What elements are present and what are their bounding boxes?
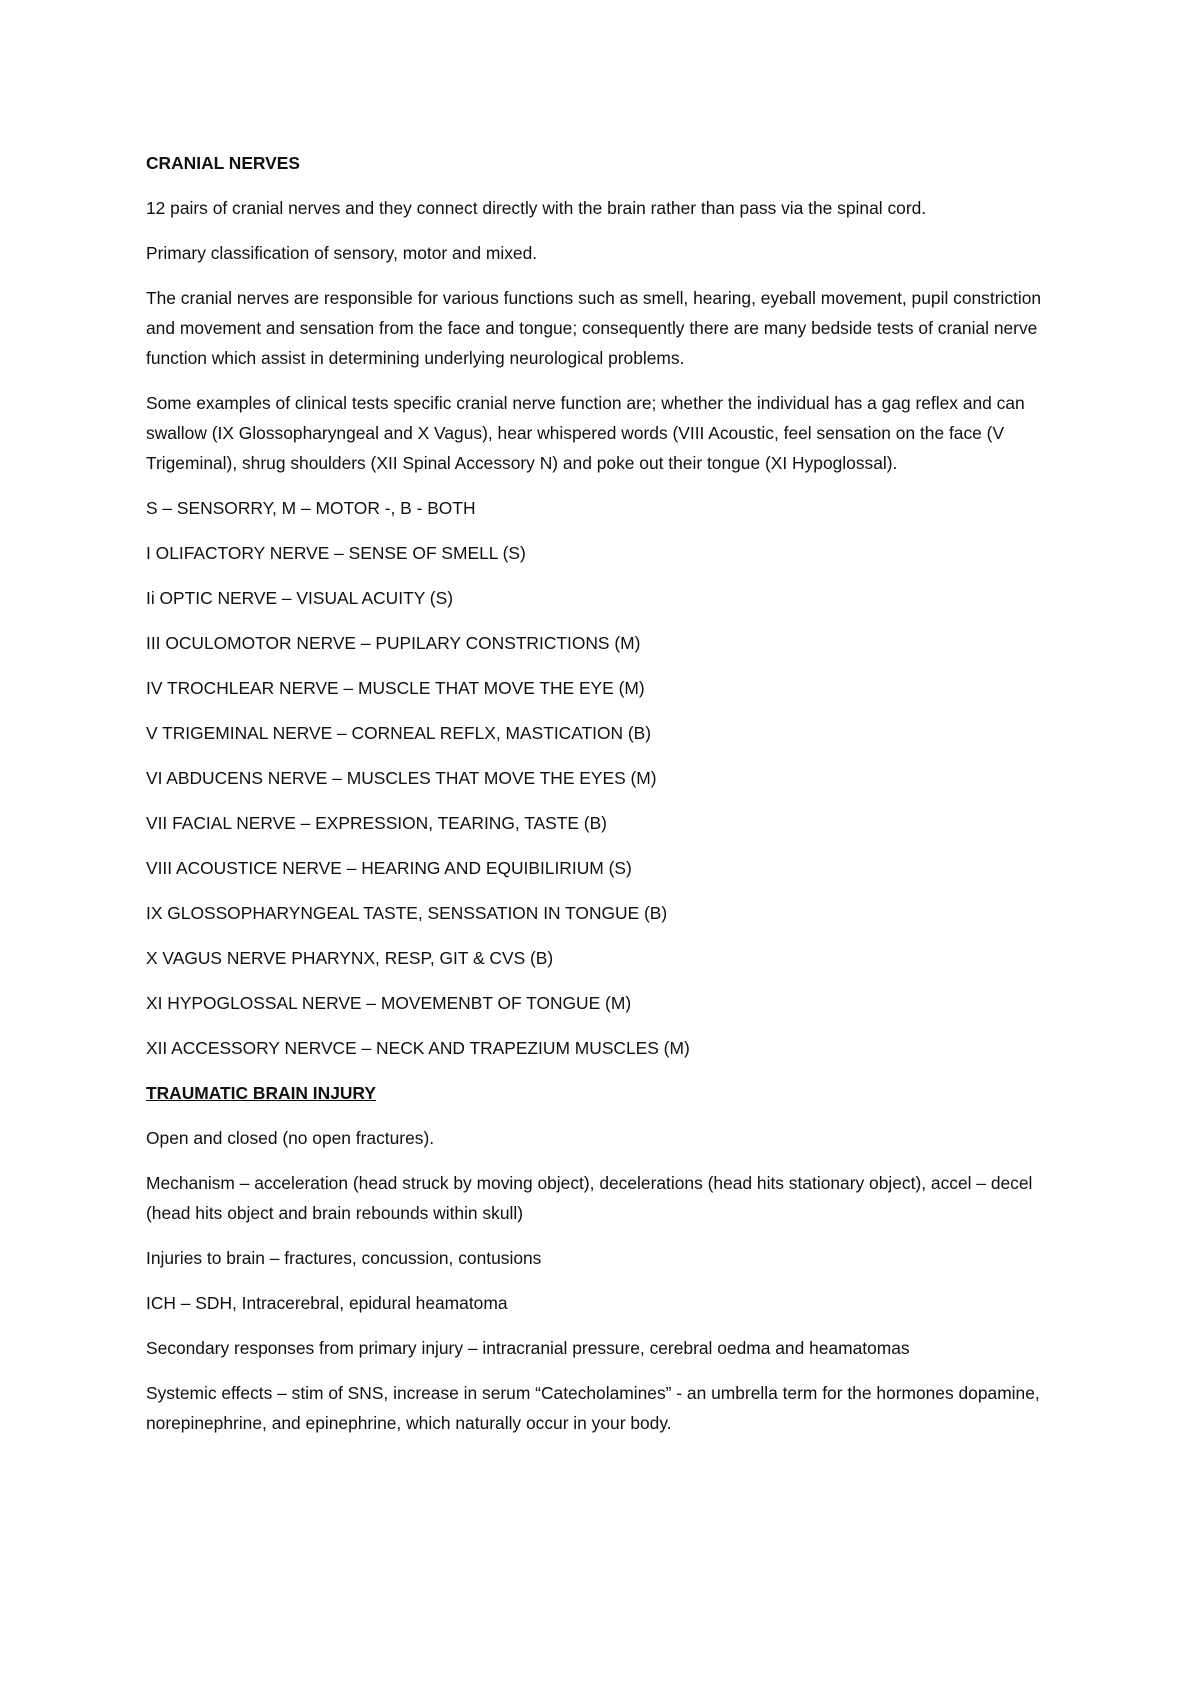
nerve-item: I OLIFACTORY NERVE – SENSE OF SMELL (S) <box>146 543 526 563</box>
nerve-item: X VAGUS NERVE PHARYNX, RESP, GIT & CVS (B) <box>146 948 554 968</box>
functions-paragraph: The cranial nerves are responsible for various functions such as smell, hearing, eyeball movement, pupil constriction and movement and sensation from the face and tongue; consequently there are many bedside tests of cranial nerve function which assist in determining underlying neurological problems. <box>146 288 1042 368</box>
nerve-item: VII FACIAL NERVE – EXPRESSION, TEARING, TASTE (B) <box>146 813 607 833</box>
tbi-paragraph: Open and closed (no open fractures). <box>146 1128 435 1148</box>
nerve-item: XI HYPOGLOSSAL NERVE – MOVEMENBT OF TONGUE (M) <box>146 993 632 1013</box>
tbi-paragraph: Secondary responses from primary injury – intracranial pressure, cerebral oedma and heamatomas <box>146 1338 910 1358</box>
nerve-item: XII ACCESSORY NERVCE – NECK AND TRAPEZIUM MUSCLES (M) <box>146 1038 690 1058</box>
nerve-item: VI ABDUCENS NERVE – MUSCLES THAT MOVE THE EYES (M) <box>146 768 657 788</box>
tbi-paragraph: Systemic effects – stim of SNS, increase in serum “Catecholamines” - an umbrella term for the hormones dopamine, norepinephrine, and epinephrine, which naturally occur in your body. <box>146 1383 1040 1433</box>
intro-paragraph: 12 pairs of cranial nerves and they connect directly with the brain rather than pass via the spinal cord. <box>146 198 927 218</box>
classification-paragraph: Primary classification of sensory, motor and mixed. <box>146 243 538 263</box>
tbi-paragraph: ICH – SDH, Intracerebral, epidural heamatoma <box>146 1293 508 1313</box>
tbi-paragraph: Mechanism – acceleration (head struck by moving object), decelerations (head hits stationary object), accel – decel (head hits object and brain rebounds within skull) <box>146 1173 1033 1223</box>
nerve-item: IX GLOSSOPHARYNGEAL TASTE, SENSSATION IN TONGUE (B) <box>146 903 668 923</box>
nerve-item: V TRIGEMINAL NERVE – CORNEAL REFLX, MASTICATION (B) <box>146 723 652 743</box>
tbi-paragraph: Injuries to brain – fractures, concussion, contusions <box>146 1248 542 1268</box>
nerve-item: IV TROCHLEAR NERVE – MUSCLE THAT MOVE THE EYE (M) <box>146 678 645 698</box>
nerve-item: III OCULOMOTOR NERVE – PUPILARY CONSTRICTIONS (M) <box>146 633 641 653</box>
section-heading-tbi: TRAUMATIC BRAIN INJURY <box>146 1083 376 1103</box>
nerve-item: Ii OPTIC NERVE – VISUAL ACUITY (S) <box>146 588 453 608</box>
legend-line: S – SENSORRY, M – MOTOR -, B - BOTH <box>146 498 476 518</box>
clinical-tests-paragraph: Some examples of clinical tests specific cranial nerve function are; whether the individual has a gag reflex and can swallow (IX Glossopharyngeal and X Vagus), hear whispered words (VIII Acoustic, feel sensation on the face (V Trigeminal), shrug shoulders (XII Spinal Accessory N) and poke out their tongue (XI Hypoglossal). <box>146 393 1025 473</box>
nerve-item: VIII ACOUSTICE NERVE – HEARING AND EQUIBILIRIUM (S) <box>146 858 632 878</box>
document-title: CRANIAL NERVES <box>146 153 300 173</box>
